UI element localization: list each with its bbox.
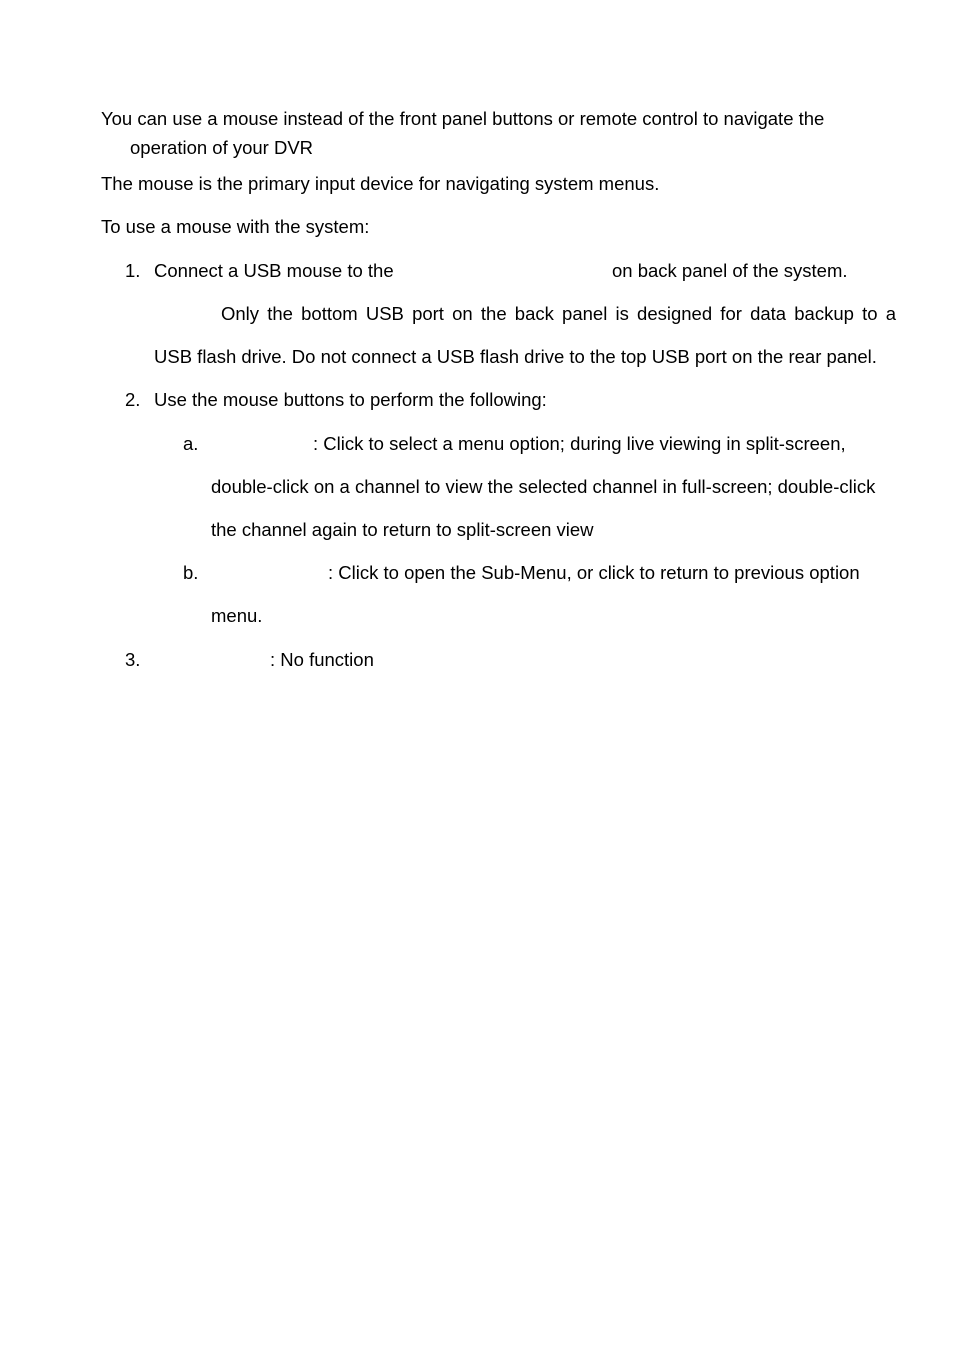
- intro-line-2: operation of your DVR: [130, 137, 314, 158]
- substep-b-line-2: menu.: [211, 605, 263, 626]
- substep-a-line-2: double-click on a channel to view the selected channel in full-screen; double-click: [211, 476, 876, 497]
- substep-b-letter: b.: [183, 562, 199, 583]
- step-1-text-before: Connect a USB mouse to the: [154, 260, 394, 281]
- substep-a-letter: a.: [183, 433, 199, 454]
- step-3-text: : No function: [270, 649, 374, 670]
- substep-a-line-1: : Click to select a menu option; during live viewing in split-screen,: [313, 433, 846, 454]
- step-1-note-line-1: Only the bottom USB port on the back panel is designed for data backup to a: [221, 303, 896, 324]
- step-2-number: 2.: [125, 389, 141, 410]
- substep-a-line-3: the channel again to return to split-screen view: [211, 519, 594, 540]
- intro-primary: The mouse is the primary input device for navigating system menus.: [101, 173, 660, 194]
- substep-b-line-1: : Click to open the Sub-Menu, or click to return to previous option: [328, 562, 860, 583]
- intro-to-use: To use a mouse with the system:: [101, 216, 370, 237]
- step-3-number: 3.: [125, 649, 141, 670]
- step-1-note-line-2: USB flash drive. Do not connect a USB flash drive to the top USB port on the rear panel.: [154, 346, 877, 367]
- step-1-number: 1.: [125, 260, 141, 281]
- step-1-text-after: on back panel of the system.: [612, 260, 848, 281]
- intro-line-1: You can use a mouse instead of the front panel buttons or remote control to navigate the: [101, 108, 825, 129]
- step-2-text: Use the mouse buttons to perform the following:: [154, 389, 547, 410]
